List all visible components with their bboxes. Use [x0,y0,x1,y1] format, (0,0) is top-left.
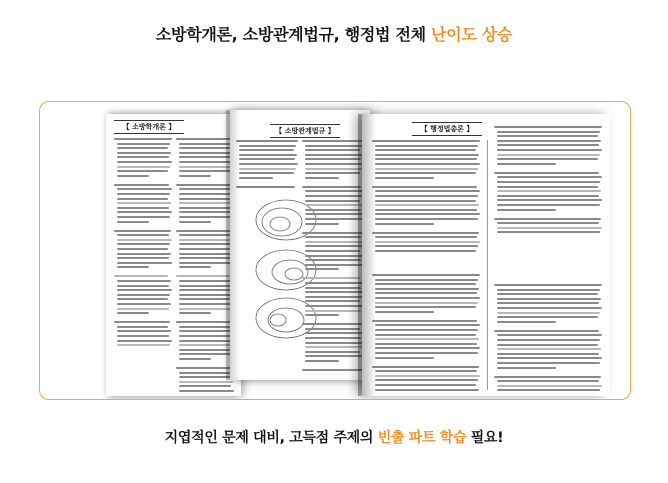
text-line [305,223,339,225]
text-line [497,385,602,387]
text-line [497,302,599,304]
text-line [305,355,363,357]
text-line [179,234,231,236]
text-line [494,172,599,174]
text-line [117,294,170,296]
text-line [375,343,477,345]
text-line [497,334,602,336]
text-line [179,257,231,259]
exam-page-fire-science [106,114,241,396]
text-line [114,275,168,277]
top-headline [0,22,668,45]
text-line [375,279,478,281]
text-line [179,266,211,268]
text-line [375,149,476,151]
text-line [179,248,230,250]
text-line [302,232,363,234]
text-line [375,352,478,354]
exam-preview-frame [39,101,631,400]
text-line [497,312,600,314]
text-line [375,375,480,377]
text-line [239,158,295,160]
text-line [117,147,168,149]
text-line [176,275,230,277]
text-line [305,314,339,316]
text-line [305,154,363,156]
text-line [179,193,232,195]
text-line [179,221,211,223]
text-line [179,385,231,387]
text-line [375,283,476,285]
text-line [117,335,169,337]
text-line [117,156,169,158]
text-line [117,262,172,264]
text-line [305,259,361,261]
text-line [497,154,600,156]
text-line [305,236,361,238]
text-line [305,168,362,170]
text-line [305,287,361,289]
text-line [305,291,364,293]
text-line [117,308,169,310]
text-line [375,384,476,386]
top-headline-text: 소방학개론, 소방관계법규, 행정법 전체 [155,25,432,44]
text-line [305,177,339,179]
text-line [375,200,476,202]
text-line [179,298,230,300]
text-line [179,280,233,282]
text-line [179,303,233,305]
text-line [117,161,172,163]
text-line [239,163,298,165]
text-line [117,202,171,204]
text-line [179,285,231,287]
text-line [497,131,600,133]
text-line [497,195,599,197]
text-line [305,158,361,160]
text-line [305,163,364,165]
text-line [179,335,231,337]
text-line [375,297,480,299]
text-line [179,202,233,204]
text-line [497,149,602,151]
top-headline-accent: 난이도 상승 [431,25,513,44]
text-line [179,312,211,314]
text-line [375,334,476,336]
text-line [305,328,360,330]
text-line [497,222,599,224]
text-line [302,186,361,188]
text-line [497,362,600,364]
text-line [375,379,478,381]
text-line [375,190,480,192]
text-line [372,232,479,234]
text-line [494,284,602,286]
text-line [494,218,601,220]
text-line [497,199,602,201]
text-line [179,156,231,158]
text-line [114,184,169,186]
bottom-headline-accent: 빈출 파트 학습 [377,430,467,446]
text-line [375,288,479,290]
text-line [372,274,480,276]
text-line [497,367,556,369]
bottom-headline-suffix: 필요! [466,430,504,446]
text-line [375,168,478,170]
text-line [305,145,362,147]
text-line [497,209,556,211]
text-line [117,243,170,245]
text-line [497,357,602,359]
text-line [305,190,364,192]
text-line [117,330,171,332]
text-line [497,339,600,341]
text-line [372,320,477,322]
text-line [305,250,360,252]
text-line [179,152,233,154]
text-line [117,326,168,328]
text-line [117,221,149,223]
text-line [117,253,171,255]
text-line [117,248,168,250]
text-line [179,166,232,168]
text-line [117,298,168,300]
text-line [117,257,169,259]
text-line [375,389,479,391]
text-line [305,310,361,312]
text-line [236,186,295,188]
text-line [305,337,361,339]
text-line [497,176,602,178]
text-line [117,280,171,282]
text-line [375,218,478,220]
text-line [305,218,362,220]
text-line [179,175,211,177]
text-line [375,172,476,174]
text-line [497,293,598,295]
text-line [179,308,231,310]
text-line [117,312,149,314]
text-line [375,177,434,179]
text-line [179,243,232,245]
text-line [305,346,362,348]
text-line [375,223,434,225]
text-line [497,163,556,165]
text-line [375,163,480,165]
text-line [239,172,294,174]
text-line [117,170,168,172]
text-line [494,376,601,378]
text-line [305,296,362,298]
text-line [375,347,480,349]
text-line [305,149,360,151]
text-line [497,348,601,350]
text-line [375,302,478,304]
text-line [302,369,364,371]
text-line [179,372,232,374]
page-spine-shadow-left [226,110,240,380]
text-line [179,381,233,383]
text-line [497,181,600,183]
text-line [375,357,434,359]
text-line [114,230,171,232]
text-line [305,282,363,284]
page-spine-shadow [358,114,376,396]
text-line [494,330,599,332]
bottom-headline-text: 지엽적인 문제 대비, 고득점 주제의 [164,430,378,446]
text-line [375,236,477,238]
text-line [114,138,172,140]
text-line [179,170,230,172]
text-line [239,145,296,147]
text-line [236,140,298,142]
text-line [375,241,480,243]
text-line [375,329,478,331]
text-line [117,143,170,145]
text-line [497,307,602,309]
text-line [497,140,601,142]
text-line [179,358,211,360]
text-line [497,353,599,355]
text-line [117,344,170,346]
bottom-headline [0,427,668,447]
text-line [375,209,477,211]
page-title-admin-law: 【 행정법총론 】 [412,122,482,136]
text-line [375,213,480,215]
text-line [302,323,362,325]
text-line [117,211,172,213]
text-line [305,200,360,202]
text-line [372,140,480,142]
text-line [305,342,364,344]
text-line [179,294,232,296]
text-line [302,140,364,142]
column-divider [487,140,488,390]
text-line [375,204,479,206]
text-line [497,316,598,318]
text-line [305,204,363,206]
text-line [179,349,230,351]
text-line [117,198,168,200]
text-line [305,195,362,197]
text-line [305,264,364,266]
text-line [305,360,339,362]
text-line [179,147,230,149]
text-line [117,289,172,291]
text-line [305,255,363,257]
text-line [117,188,172,190]
text-line [176,230,233,232]
text-line [375,195,478,197]
text-line [305,172,360,174]
text-line [375,245,478,247]
text-line [305,241,364,243]
text-line [497,186,598,188]
text-line [117,285,169,287]
text-line [375,338,479,340]
text-line [497,321,556,323]
text-line [179,344,232,346]
text-line [117,340,172,342]
text-line [497,158,598,160]
text-line [114,321,170,323]
text-line [117,239,172,241]
text-line [117,166,170,168]
text-line [375,250,476,252]
text-line [375,311,434,313]
text-line [497,380,599,382]
text-line [179,353,233,355]
text-line [239,149,294,151]
text-line [372,186,477,188]
text-line [239,177,273,179]
text-line [179,330,233,332]
text-line [117,152,171,154]
text-line [179,253,233,255]
text-line [179,390,234,392]
text-line [375,324,480,326]
text-line [117,266,149,268]
text-line [176,321,232,323]
text-line [497,389,600,391]
text-line [497,231,600,233]
text-line [179,376,230,378]
text-line [375,158,477,160]
text-line [305,351,360,353]
text-line [497,144,599,146]
exam-page-fire-law [230,110,370,380]
text-line [494,126,602,128]
text-line [239,154,297,156]
text-line [375,306,476,308]
text-line [497,344,598,346]
text-line [176,184,231,186]
text-line [179,216,232,218]
text-line [117,175,149,177]
text-line [117,234,169,236]
text-line [305,305,363,307]
text-line [497,227,602,229]
text-line [497,135,598,137]
text-line [497,298,601,300]
text-line [497,190,601,192]
text-line [117,303,171,305]
exam-page-admin-law [362,114,610,396]
text-line [179,207,231,209]
text-line [117,207,169,209]
text-line [117,216,170,218]
text-line [497,204,600,206]
text-line [117,193,170,195]
text-line [497,289,600,291]
text-line [372,366,479,368]
text-line [179,198,230,200]
text-line [375,292,477,294]
text-line [375,154,479,156]
text-line [375,145,478,147]
text-line [179,143,232,145]
text-line [305,209,361,211]
text-line [239,168,296,170]
text-line [179,326,230,328]
text-line [375,370,477,372]
page-title-fire-science: 【 소방학개론 】 [114,120,184,134]
page-title-fire-law: 【 소방관계법규 】 [270,124,340,138]
